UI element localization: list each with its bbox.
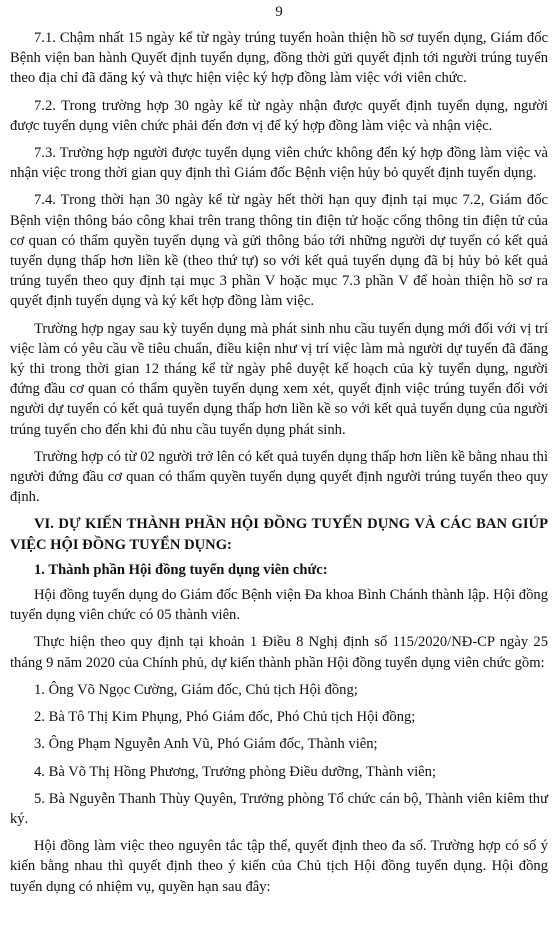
council-member-3: 3. Ông Phạm Nguyễn Anh Vũ, Phó Giám đốc, Thành viên; xyxy=(34,736,378,753)
paragraph-7-4: 7.4. Trong thời hạn 30 ngày kể từ ngày hết thời hạn quy định tại mục 7.2, Giám đốc Bệnh viện thông báo công khai trên trang thông tin điện tử hoặc cổng thông tin điện tử của cơ quan có thẩm quyền tuyển dụng và gửi thông báo tới những người dự tuyển có kết quả tuyển dụng thấp hơn liền kề (theo thứ tự) so với kết quả tuyển dụng đã bị hủy bỏ kết quả trúng tuyển theo quy định tại mục 3 phần V hoặc mục 7.3 phần V để hoàn thiện hồ sơ ra quyết định tuyển dụng và ký kết hợp đồng làm việc. xyxy=(10,192,548,310)
page-number: 9 xyxy=(275,4,283,20)
council-member-4: 4. Bà Võ Thị Hồng Phương, Trưởng phòng Điều dưỡng, Thành viên; xyxy=(34,763,437,780)
paragraph-new-recruitment-need: Trường hợp ngay sau kỳ tuyển dụng mà phát sinh nhu cầu tuyển dụng mới đối với vị trí việc làm có yêu cầu về tiêu chuẩn, điều kiện như vị trí việc làm mà người dự tuyển đã đăng ký thi trong thời gian 12 tháng kể từ ngày phê duyệt kế hoạch của kỳ tuyển dụng, người đứng đầu cơ quan có thẩm quyền tuyển dụng xem xét, quyết định việc trúng tuyển đối với người dự tuyển có kết quả tuyển dụng thấp hơn liền kề so với kết quả tuyển dụng của người trúng tuyển cho đến khi đủ nhu cầu tuyển dụng phát sinh. xyxy=(10,320,548,438)
council-member-2: 2. Bà Tô Thị Kim Phụng, Phó Giám đốc, Phó Chủ tịch Hội đồng; xyxy=(34,709,416,726)
paragraph-7-3: 7.3. Trường hợp người được tuyển dụng viên chức không đến ký hợp đồng làm việc và nhận việc trong thời gian quy định thì Giám đốc Bệnh viện hủy bỏ quyết định tuyển dụng. xyxy=(10,145,548,182)
paragraph-7-1: 7.1. Chậm nhất 15 ngày kể từ ngày trúng tuyển hoàn thiện hồ sơ tuyển dụng, Giám đốc Bệnh viện ban hành Quyết định tuyển dụng, đồng thời gửi quyết định tới người trúng tuyển theo địa chỉ đã đăng ký và thực hiện việc ký hợp đồng làm việc với viên chức. xyxy=(10,30,548,87)
paragraph-council-establishment: Hội đồng tuyển dụng do Giám đốc Bệnh viện Đa khoa Bình Chánh thành lập. Hội đồng tuyển dụng viên chức có 05 thành viên. xyxy=(10,587,548,624)
paragraph-decree-reference: Thực hiện theo quy định tại khoản 1 Điều 8 Nghị định số 115/2020/NĐ-CP ngày 25 tháng 9 năm 2020 của Chính phủ, dự kiến thành phần Hội đồng tuyển dụng viên chức gồm: xyxy=(10,634,548,671)
subsection-heading-1: 1. Thành phần Hội đồng tuyển dụng viên chức: xyxy=(34,561,328,578)
paragraph-tie-case: Trường hợp có từ 02 người trở lên có kết quả tuyển dụng thấp hơn liền kề bằng nhau thì người đứng đầu cơ quan có thẩm quyền tuyển dụng quyết định người trúng tuyển theo quy định. xyxy=(10,448,548,506)
council-member-1: 1. Ông Võ Ngọc Cường, Giám đốc, Chủ tịch Hội đồng; xyxy=(34,681,358,698)
paragraph-working-principle: Hội đồng làm việc theo nguyên tắc tập thể, quyết định theo đa số. Trường hợp có số ý kiến bằng nhau thì quyết định theo ý kiến của Chủ tịch Hội đồng tuyển dụng. Hội đồng tuyển dụng có nhiệm vụ, quyền hạn sau đây: xyxy=(10,838,548,895)
section-heading-vi: VI. DỰ KIẾN THÀNH PHẦN HỘI ĐỒNG TUYỂN DỤNG VÀ CÁC BAN GIÚP VIỆC HỘI ĐỒNG TUYỂN DỤNG: xyxy=(10,516,548,553)
council-member-5: 5. Bà Nguyễn Thanh Thùy Quyên, Trưởng phòng Tổ chức cán bộ, Thành viên kiêm thư ký. xyxy=(10,790,548,827)
paragraph-7-2: 7.2. Trong trường hợp 30 ngày kể từ ngày nhận được quyết định tuyển dụng, người được tuyển dụng viên chức phải đến đơn vị để ký hợp đồng làm việc và nhận việc. xyxy=(10,97,548,134)
